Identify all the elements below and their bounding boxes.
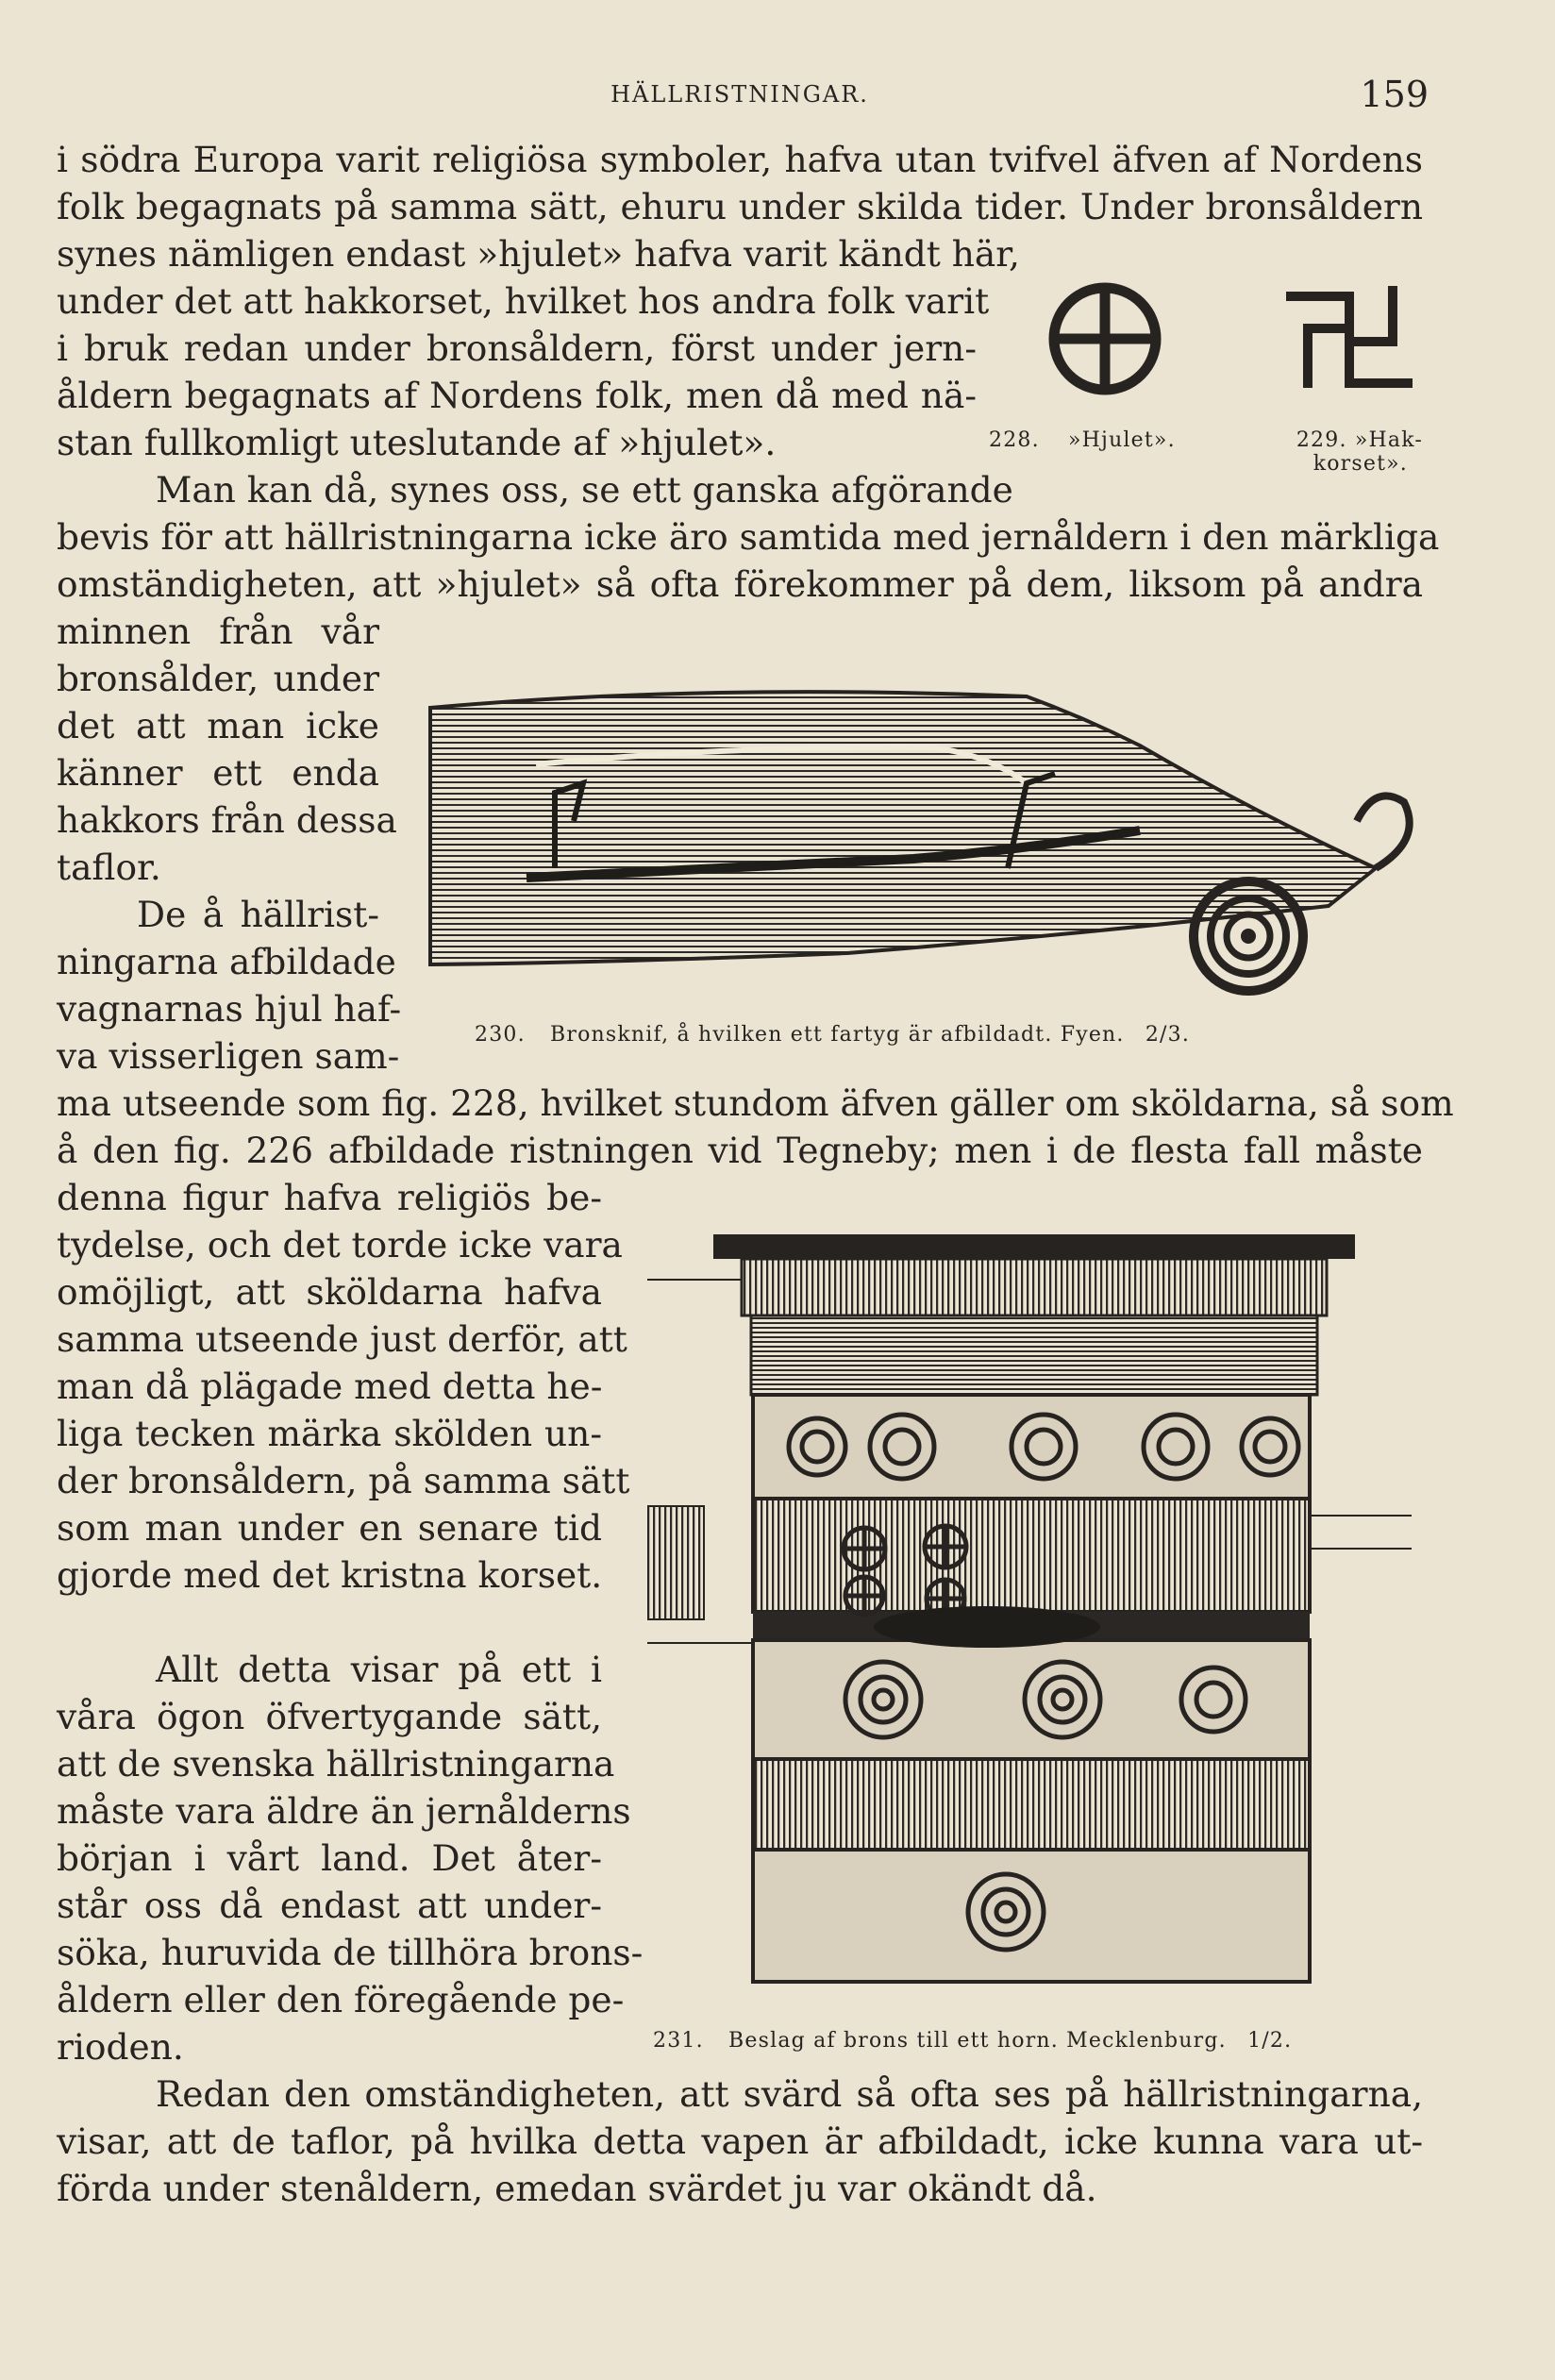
text-line: tydelse, och det torde icke vara	[57, 1224, 623, 1265]
text-line: att de svenska hällristningarna	[57, 1743, 615, 1785]
figure-230-bronze-knife	[423, 679, 1430, 1006]
figure-229-label-line2: korset».	[1313, 452, 1408, 476]
text-line: måste vara äldre än jernålderns	[57, 1790, 631, 1832]
text-line: i södra Europa varit religiösa symboler, hafva utan tvifvel äfven af Nordens	[57, 139, 1423, 180]
page-number: 159	[1360, 74, 1429, 115]
text-line: folk begagnats på samma sätt, ehuru under skilda tider. Under bronsåldern	[57, 186, 1423, 227]
text-line: hakkors från dessa	[57, 799, 397, 841]
figure-230-scale: 2/3.	[1145, 1023, 1191, 1047]
text-line: omöjligt, att sköldarna hafva	[57, 1271, 602, 1313]
text-line: man då plägade med detta he-	[57, 1366, 603, 1407]
text-line: vagnarnas hjul haf-	[57, 988, 402, 1030]
figure-231-number: 231.	[653, 2029, 704, 2053]
figure-229-label-line1: »Hak-	[1354, 428, 1423, 452]
text-line: liga tecken märka skölden un-	[57, 1413, 602, 1454]
text-line: å den fig. 226 afbildade ristningen vid Tegneby; men i de flesta fall måste	[57, 1130, 1423, 1171]
figure-231-caption	[653, 2029, 1292, 2053]
figure-228-number: 228.	[989, 428, 1040, 452]
text-line: va visserligen sam-	[57, 1035, 400, 1077]
text-line: gjorde med det kristna korset.	[57, 1554, 603, 1596]
text-line: rioden.	[57, 2026, 184, 2068]
text-line: visar, att de taflor, på hvilka detta vapen är afbildadt, icke kunna vara ut-	[57, 2120, 1423, 2162]
text-line: bevis för att hällristningarna icke äro samtida med jernåldern i den märkliga	[57, 516, 1440, 558]
text-line: känner ett enda	[57, 752, 379, 794]
text-line: söka, huruvida de tillhöra brons-	[57, 1932, 644, 1973]
text-line: ma utseende som fig. 228, hvilket stundom äfven gäller om sköldarna, så som	[57, 1082, 1454, 1124]
figure-228-caption	[989, 428, 1176, 452]
text-line: Allt detta visar på ett i	[156, 1649, 602, 1690]
wheel-cross-icon	[1045, 279, 1164, 398]
figure-231-horn-mount	[647, 1223, 1421, 1997]
text-line: står oss då endast att under-	[57, 1885, 602, 1926]
text-line: samma utseende just derför, att	[57, 1318, 627, 1360]
text-line: minnen från vår	[57, 611, 379, 652]
figure-229-number: 229.	[1296, 428, 1347, 452]
figure-231-scale: 1/2.	[1247, 2029, 1293, 2053]
figure-230-number: 230.	[475, 1023, 526, 1047]
text-line: under det att hakkorset, hvilket hos andra folk varit	[57, 280, 990, 322]
text-line: bronsålder, under	[57, 658, 379, 699]
text-line: der bronsåldern, på samma sätt	[57, 1460, 630, 1501]
page-header	[57, 74, 1429, 121]
figure-229-caption	[1244, 428, 1423, 476]
figure-228-wheel	[1045, 279, 1164, 398]
text-line: åldern eller den föregående pe-	[57, 1979, 625, 2020]
text-line: taflor.	[57, 846, 161, 888]
text-line: som man under en senare tid	[57, 1507, 602, 1549]
text-line: det att man icke	[57, 705, 379, 746]
text-line: åldern begagnats af Nordens folk, men då med nä-	[57, 375, 977, 416]
text-line: synes nämligen endast »hjulet» hafva varit kändt här,	[57, 233, 1020, 275]
text-line: omständigheten, att »hjulet» så ofta förekommer på dem, liksom på andra	[57, 563, 1423, 605]
text-line: denna figur hafva religiös be-	[57, 1177, 602, 1218]
text-line: i bruk redan under bronsåldern, först under jern-	[57, 327, 977, 369]
text-line: stan fullkomligt uteslutande af »hjulet».	[57, 422, 777, 463]
text-line: förda under stenåldern, emedan svärdet ju var okändt då.	[57, 2168, 1097, 2209]
horn-mount-illustration	[647, 1223, 1421, 1997]
figure-228-label: »Hjulet».	[1068, 428, 1176, 452]
running-head: HÄLLRISTNINGAR.	[610, 81, 869, 108]
figure-230-text: Bronsknif, å hvilken ett fartyg är afbildadt. Fyen.	[550, 1023, 1125, 1047]
figure-229-hakkors	[1285, 283, 1417, 393]
text-line: De å hällrist-	[137, 894, 379, 935]
figure-231-text: Beslag af brons till ett horn. Mecklenburg.	[728, 2029, 1227, 2053]
text-line: Redan den omständigheten, att svärd så ofta ses på hällristningarna,	[156, 2073, 1423, 2115]
text-line: början i vårt land. Det åter-	[57, 1837, 602, 1879]
text-line: ningarna afbildade	[57, 941, 396, 982]
bronze-knife-illustration	[423, 679, 1430, 1006]
text-line: Man kan då, synes oss, se ett ganska afgörande	[156, 469, 1013, 511]
swastika-icon	[1285, 283, 1417, 393]
figure-230-caption	[475, 1023, 1190, 1047]
text-line: våra ögon öfvertygande sätt,	[57, 1696, 602, 1737]
